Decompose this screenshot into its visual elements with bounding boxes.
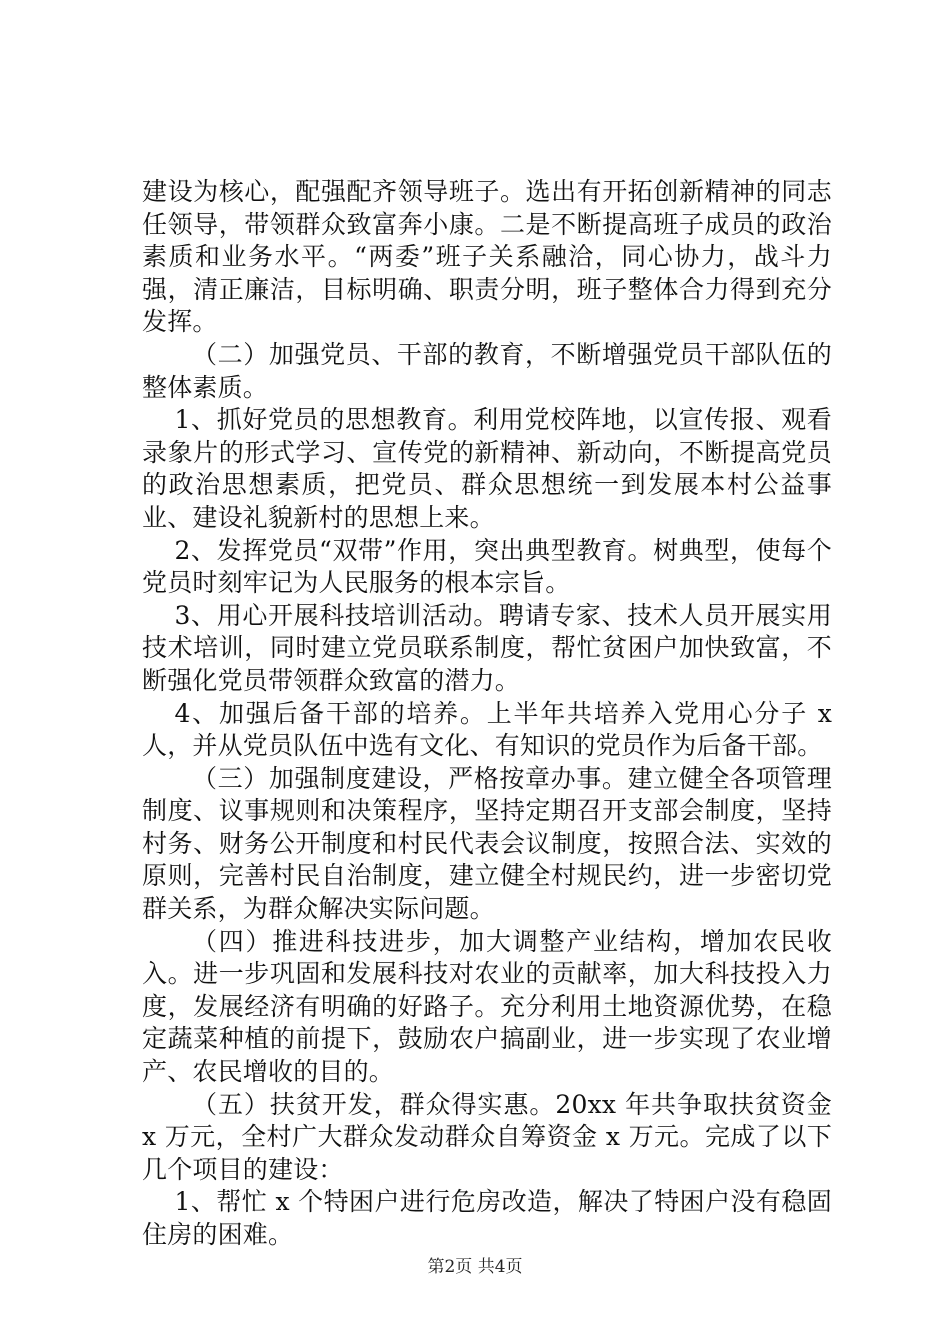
paragraph-item-1: 1、抓好党员的思想教育。利用党校阵地，以宣传报、观看录象片的形式学习、宣传党的新精神、新动向，不断提高党员的政治思想素质，把党员、群众思想统一到发展本村公益事业、建设礼貌新村的思想上来。 <box>142 405 832 532</box>
page-number: 第2页 共4页 <box>427 1257 523 1277</box>
paragraph-item-3: 3、用心开展科技培训活动。聘请专家、技术人员开展实用技术培训，同时建立党员联系制度，帮忙贫困户加快致富，不断强化党员带领群众致富的潜力。 <box>142 600 832 695</box>
paragraph-section-3: （三）加强制度建设，严格按章办事。建立健全各项管理制度、议事规则和决策程序，坚持定期召开支部会制度，坚持村务、财务公开制度和村民代表会议制度，按照合法、实效的原则，完善村民自治制度，建立健全村规民约，进一步密切党群关系，为群众解决实际问题。 <box>142 763 832 924</box>
paragraph-item-2: 2、发挥党员“双带”作用，突出典型教育。树典型，使每个党员时刻牢记为人民服务的根本宗旨。 <box>142 535 832 598</box>
heading-section-2: （二）加强党员、干部的教育，不断增强党员干部队伍的整体素质。 <box>142 339 832 402</box>
paragraph-item-4: 4、加强后备干部的培养。上半年共培养入党用心分子 x 人，并从党员队伍中选有文化、有知识的党员作为后备干部。 <box>142 698 832 761</box>
paragraph-section-4: （四）推进科技进步，加大调整产业结构，增加农民收入。进一步巩固和发展科技对农业的贡献率，加大科技投入力度，发展经济有明确的好路子。充分利用土地资源优势，在稳定蔬菜种植的前提下，鼓励农户搞副业，进一步实现了农业增产、农民增收的目的。 <box>142 926 832 1087</box>
paragraph-section-5: （五）扶贫开发，群众得实惠。20xx 年共争取扶贫资金 x 万元，全村广大群众发动群众自筹资金 x 万元。完成了以下几个项目的建设： <box>142 1089 832 1184</box>
document-body <box>142 176 832 1252</box>
paragraph-leadership-continued: 建设为核心，配强配齐领导班子。选出有开拓创新精神的同志任领导，带领群众致富奔小康。二是不断提高班子成员的政治素质和业务水平。“两委”班子关系融洽，同心协力，战斗力强，清正廉洁，目标明确、职责分明，班子整体合力得到充分发挥。 <box>142 177 832 337</box>
paragraph-project-1: 1、帮忙 x 个特困户进行危房改造，解决了特困户没有稳固住房的困难。 <box>142 1187 832 1249</box>
